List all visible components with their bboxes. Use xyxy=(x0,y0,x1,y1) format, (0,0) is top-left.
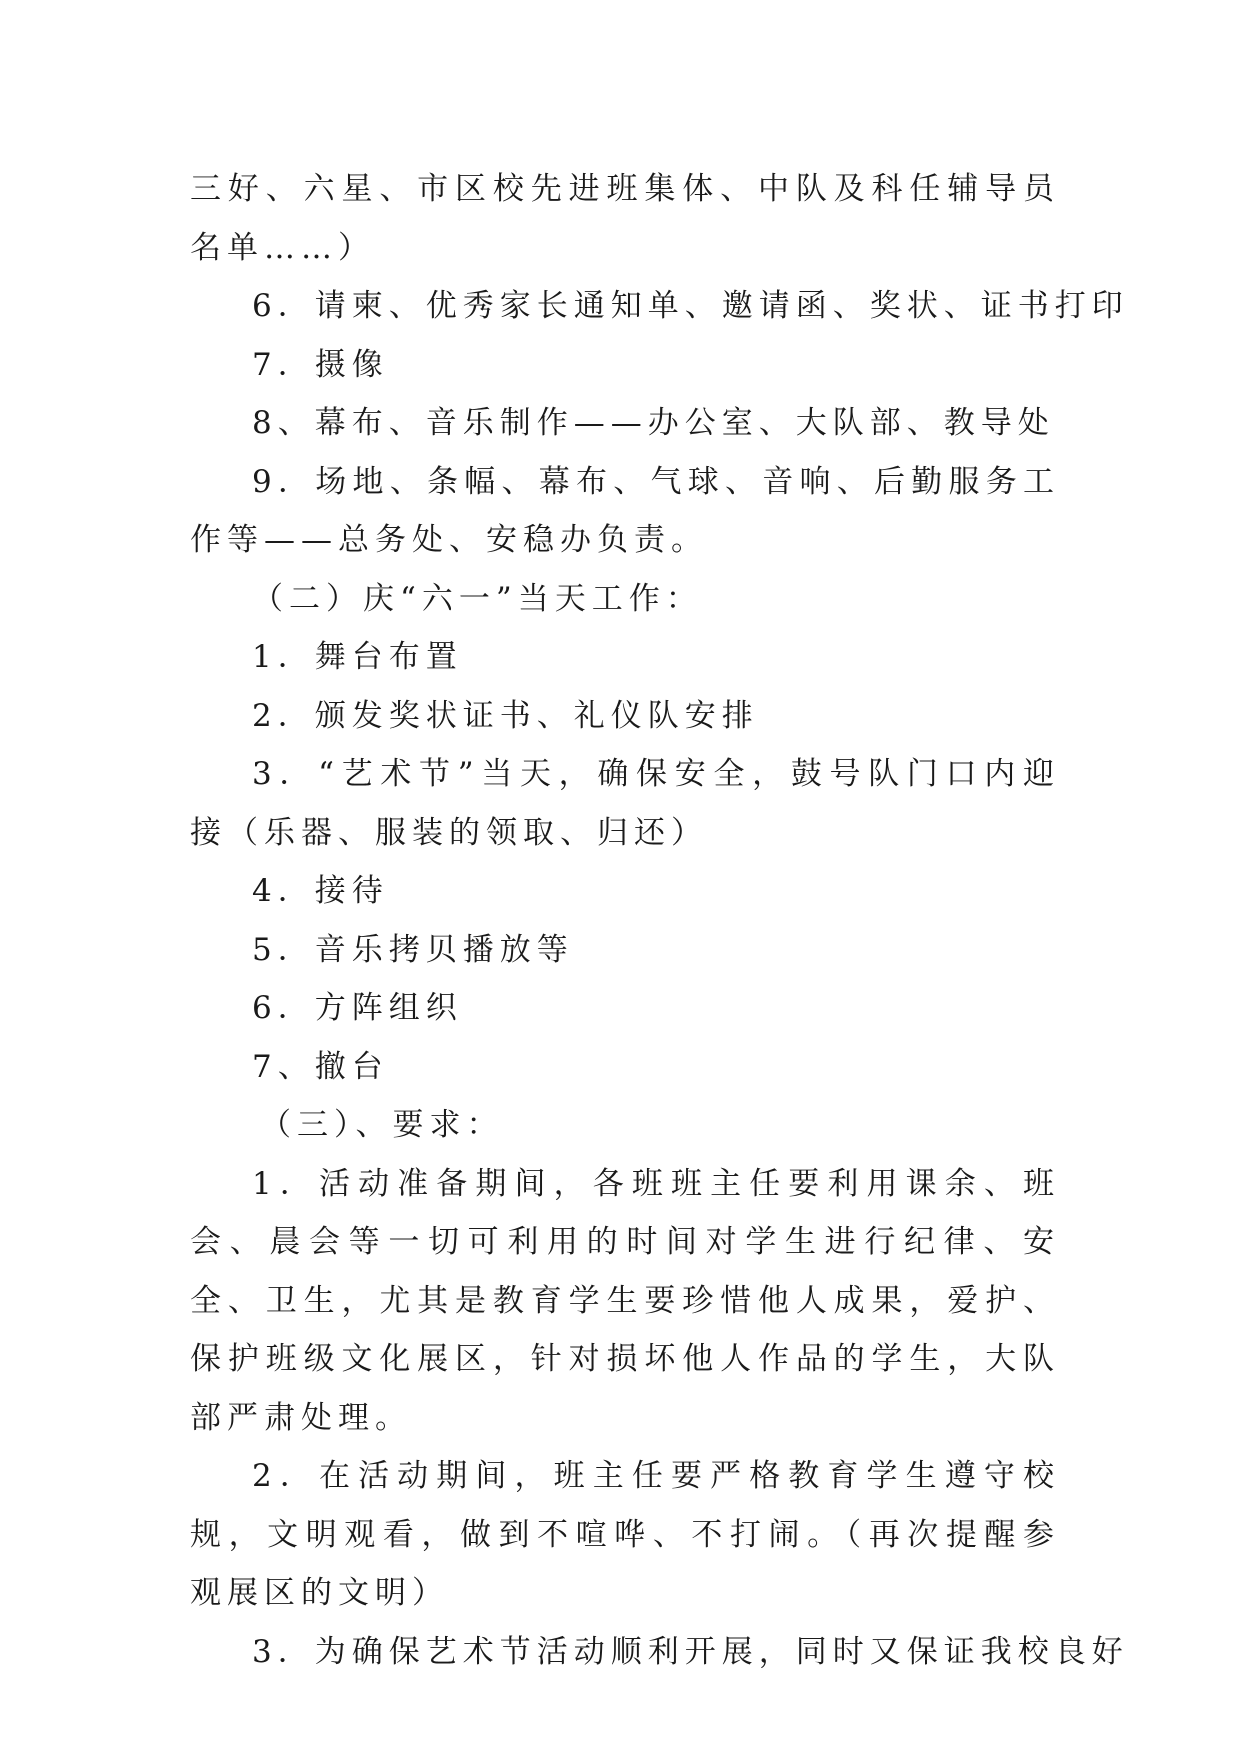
paragraph-day-item-5: 5．音乐拷贝播放等 xyxy=(252,931,574,968)
section-heading-2: （二）庆“六一”当天工作： xyxy=(252,580,703,617)
paragraph-item-8-curtain-music: 8、幕布、音乐制作——办公室、大队部、教导处 xyxy=(252,405,1055,441)
paragraph-item-6-printing: 6．请柬、优秀家长通知单、邀请函、奖状、证书打印 xyxy=(252,288,1129,324)
paragraph-item-7-video: 7．摄像 xyxy=(252,346,389,383)
paragraph-day-item-4: 4．接待 xyxy=(252,873,389,909)
paragraph-day-item-6: 6．方阵组织 xyxy=(252,990,463,1026)
section-heading-3: （三）、要求： xyxy=(260,1107,504,1143)
paragraph-day-item-2: 2．颁发奖状证书、礼仪队安排 xyxy=(252,697,759,734)
document-body xyxy=(190,160,1129,1681)
paragraph-day-item-7: 7、撤台 xyxy=(252,1048,389,1085)
paragraph-requirement-2: 2．在活动期间，班主任要严格教育学生遵守校规，文明观看，做到不喧哗、不打闹。（再次提醒参观展区的文明） xyxy=(190,1458,1060,1611)
paragraph-day-item-3: 3．“艺术节”当天，确保安全，鼓号队门口内迎接（乐器、服装的领取、归还） xyxy=(190,756,1060,851)
paragraph-item-9-venue: 9．场地、条幅、幕布、气球、音响、后勤服务工作等——总务处、安稳办负责。 xyxy=(190,463,1060,558)
paragraph-requirement-3: 3．为确保艺术节活动顺利开展，同时又保证我校良好 xyxy=(252,1633,1129,1670)
paragraph-requirement-1: 1．活动准备期间，各班班主任要利用课余、班会、晨会等一切可利用的时间对学生进行纪律、安全、卫生，尤其是教育学生要珍惜他人成果，爱护、保护班级文化展区，针对损坏他人作品的学生，大队部严肃处理。 xyxy=(190,1165,1060,1436)
paragraph-award-list-continued: 三好、六星、市区校先进班集体、中队及科任辅导员名单……） xyxy=(190,171,1060,266)
paragraph-day-item-1: 1．舞台布置 xyxy=(252,639,463,675)
